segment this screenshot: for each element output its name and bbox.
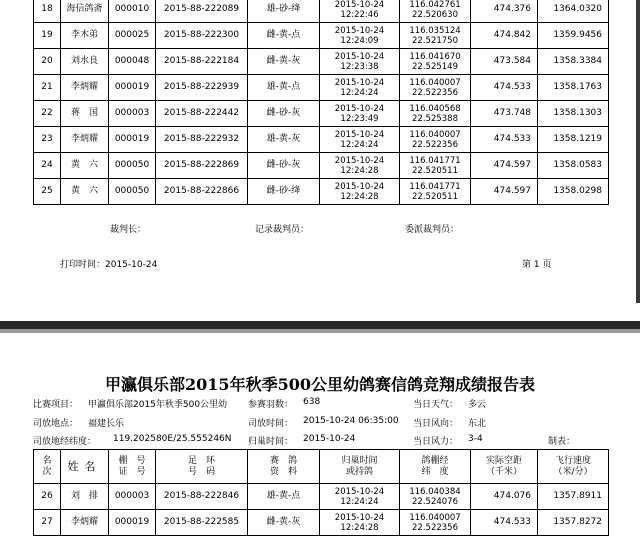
loft-id-cell: 000003 — [109, 101, 156, 127]
name-cell: 刘 排 — [61, 484, 109, 510]
header-loft-id: 棚 号 证 号 — [109, 450, 156, 484]
distance-cell: 474.533 — [471, 127, 538, 153]
arrival-time-cell — [320, 23, 400, 49]
table-row — [34, 23, 609, 49]
release-place-label: 司放地点： — [33, 419, 79, 429]
pigeon-info-cell: 雌-黄-灰 — [248, 49, 320, 75]
loft-coords-cell-lat: 22.520511 — [412, 191, 458, 202]
arrival-time-cell-date: 2015-10-24 — [334, 155, 385, 166]
arrival-time-cell-time: 12:23:38 — [340, 61, 379, 72]
speed-cell: 1358.1763 — [538, 75, 609, 101]
table-row — [34, 153, 609, 179]
loft-coords-cell-lat: 22.520630 — [412, 9, 458, 20]
arrival-time-cell-date: 2015-10-24 — [334, 103, 385, 114]
ring-number-cell: 2015-88-222869 — [156, 153, 248, 179]
arrival-time-cell-time: 12:24:09 — [340, 35, 379, 46]
table-row — [34, 75, 609, 101]
arrival-time-cell-date: 2015-10-24 — [334, 25, 385, 36]
loft-coords-cell — [400, 49, 471, 75]
table-header-row — [34, 450, 609, 484]
ring-number-cell: 2015-88-222089 — [156, 0, 248, 23]
loft-coords-cell-lon: 116.040007 — [409, 77, 461, 88]
loft-id-cell: 000019 — [109, 75, 156, 101]
pigeon-info-cell: 雌-黄-点 — [248, 23, 320, 49]
speed-cell: 1364.0320 — [538, 0, 609, 23]
header-arrival-time: 归巢时间 或持鸽 — [320, 450, 400, 484]
pigeon-info-cell: 雌-黄-灰 — [248, 510, 320, 536]
results-table-page-1 — [33, 0, 609, 205]
arrival-time-cell-time: 12:22:46 — [340, 9, 379, 20]
loft-coords-cell-lat: 22.525388 — [412, 113, 458, 124]
distance-cell: 473.584 — [471, 49, 538, 75]
loft-coords-cell-lon: 116.040568 — [409, 103, 461, 114]
loft-coords-cell-lat: 22.521750 — [412, 35, 458, 46]
loft-coords-cell — [400, 101, 471, 127]
loft-coords-cell — [400, 23, 471, 49]
loft-id-cell: 000003 — [109, 484, 156, 510]
loft-coords-cell-lon: 116.040007 — [409, 512, 461, 523]
speed-cell: 1358.0298 — [538, 179, 609, 205]
rank-cell: 24 — [34, 153, 61, 179]
page-shadow — [636, 0, 640, 303]
arrival-time-cell-time: 12:24:24 — [340, 139, 379, 150]
release-coord-value: 119.202580E/25.555246N — [113, 434, 232, 444]
loft-id-cell: 000048 — [109, 49, 156, 75]
weather-value: 多云 — [468, 400, 487, 410]
ring-number-cell: 2015-88-222300 — [156, 23, 248, 49]
loft-coords-cell-lon: 116.041670 — [409, 51, 461, 62]
arrival-time-cell-date: 2015-10-24 — [334, 51, 385, 62]
distance-cell: 474.533 — [471, 75, 538, 101]
pigeon-info-cell: 雌-砂-灰 — [248, 153, 320, 179]
rank-cell: 26 — [34, 484, 61, 510]
loft-id-cell: 000019 — [109, 127, 156, 153]
loft-coords-cell-lon: 116.035124 — [409, 25, 461, 36]
name-cell: 李炳耀 — [61, 127, 109, 153]
wind-direction-label: 当日风向： — [413, 419, 459, 429]
report-title: 甲瀛俱乐部2015年秋季500公里幼鸽赛信鸽竞翔成绩报告表 — [105, 375, 535, 394]
header-distance: 实际空距 （千米） — [471, 450, 538, 484]
name-cell: 海信鸽斋 — [61, 0, 109, 23]
distance-cell: 474.597 — [471, 153, 538, 179]
arrival-time-cell — [320, 0, 400, 23]
loft-coords-cell-lon: 116.041771 — [409, 181, 461, 192]
distance-cell: 474.076 — [471, 484, 538, 510]
loft-coords-cell — [400, 0, 471, 23]
loft-id-cell: 000010 — [109, 0, 156, 23]
table-row — [34, 179, 609, 205]
arrival-time-cell — [320, 75, 400, 101]
pigeon-info-cell: 雄-砂-绛 — [248, 0, 320, 23]
arrival-time-cell-date: 2015-10-24 — [334, 181, 385, 192]
arrival-time-cell-date: 2015-10-24 — [334, 77, 385, 88]
header-name: 姓名 — [61, 450, 109, 484]
arrival-time-cell-date: 2015-10-24 — [334, 0, 385, 10]
header-pigeon-info: 赛 鸽 资 料 — [248, 450, 320, 484]
loft-coords-cell-lon: 116.040007 — [409, 129, 461, 140]
arrival-time-cell — [320, 153, 400, 179]
loft-coords-cell-lat: 22.524076 — [412, 496, 458, 507]
results-table-page-2 — [33, 449, 609, 536]
arrival-time-cell — [320, 127, 400, 153]
loft-coords-cell — [400, 75, 471, 101]
pigeon-info-cell: 雌-砂-绛 — [248, 179, 320, 205]
arrival-time-cell — [320, 179, 400, 205]
speed-cell: 1357.8272 — [538, 510, 609, 536]
loft-coords-cell — [400, 179, 471, 205]
loft-coords-cell-lat: 22.522356 — [412, 87, 458, 98]
arrival-time-cell-time: 12:23:49 — [340, 113, 379, 124]
speed-cell: 1358.0583 — [538, 153, 609, 179]
appointed-judge-label: 委派裁判员： — [405, 225, 460, 235]
entry-count-label: 参赛羽数： — [248, 400, 294, 410]
pigeon-info-cell: 雌-砂-灰 — [248, 101, 320, 127]
loft-coords-cell — [400, 153, 471, 179]
speed-cell: 1358.1219 — [538, 127, 609, 153]
loft-coords-cell-lat: 22.522356 — [412, 522, 458, 533]
weather-label: 当日天气： — [413, 400, 459, 410]
event-label: 比赛项目： — [33, 400, 79, 410]
table-row — [34, 484, 609, 510]
speed-cell: 1358.1303 — [538, 101, 609, 127]
arrival-time-cell-date: 2015-10-24 — [334, 512, 385, 523]
header-speed: 飞行速度 （米/分） — [538, 450, 609, 484]
wind-force-value: 3-4 — [468, 434, 483, 444]
name-cell: 李木弟 — [61, 23, 109, 49]
distance-cell: 474.376 — [471, 0, 538, 23]
name-cell: 蒋 国 — [61, 101, 109, 127]
speed-cell: 1358.3384 — [538, 49, 609, 75]
loft-coords-cell-lat: 22.525149 — [412, 61, 458, 72]
table-row — [34, 510, 609, 536]
header-ring-number: 足 环 号 码 — [156, 450, 248, 484]
table-row — [34, 0, 609, 23]
arrival-time-cell — [320, 49, 400, 75]
rank-cell: 19 — [34, 23, 61, 49]
chief-judge-label: 裁判长： — [110, 225, 147, 235]
table-row — [34, 49, 609, 75]
table-maker-label: 制表： — [548, 437, 576, 447]
page-number: 第 1 页 — [522, 260, 552, 270]
release-coord-label: 司放地经纬度： — [33, 437, 97, 447]
ring-number-cell: 2015-88-222184 — [156, 49, 248, 75]
ring-number-cell: 2015-88-222866 — [156, 179, 248, 205]
loft-id-cell: 000050 — [109, 179, 156, 205]
event-value: 甲瀛俱乐部2015年秋季500公里幼 — [88, 400, 228, 410]
header-rank: 名 次 — [34, 450, 61, 484]
loft-id-cell: 000019 — [109, 510, 156, 536]
loft-coords-cell-lon: 116.041771 — [409, 155, 461, 166]
wind-direction-value: 东北 — [468, 419, 487, 429]
loft-coords-cell — [400, 127, 471, 153]
rank-cell: 25 — [34, 179, 61, 205]
release-time-value: 2015-10-24 06:35:00 — [303, 416, 399, 426]
release-place-value: 福建长乐 — [88, 419, 125, 429]
rank-cell: 27 — [34, 510, 61, 536]
return-time-value: 2015-10-24 — [303, 434, 356, 444]
speed-cell: 1357.8911 — [538, 484, 609, 510]
rank-cell: 22 — [34, 101, 61, 127]
loft-coords-cell-lat: 22.520511 — [412, 165, 458, 176]
arrival-time-cell-time: 12:24:24 — [340, 496, 379, 507]
name-cell: 黄 六 — [61, 153, 109, 179]
loft-coords-cell-lon: 116.042761 — [409, 0, 461, 10]
entry-count-value: 638 — [303, 397, 321, 407]
distance-cell: 474.597 — [471, 179, 538, 205]
name-cell: 黄 六 — [61, 179, 109, 205]
name-cell: 李炳耀 — [61, 75, 109, 101]
ring-number-cell: 2015-88-222939 — [156, 75, 248, 101]
loft-id-cell: 000050 — [109, 153, 156, 179]
loft-coords-cell — [400, 484, 471, 510]
header-loft-coords: 鸽棚经 纬 度 — [400, 450, 471, 484]
pigeon-info-cell: 雄-黄-点 — [248, 484, 320, 510]
table-row — [34, 101, 609, 127]
name-cell: 刘水良 — [61, 49, 109, 75]
arrival-time-cell — [320, 510, 400, 536]
ring-number-cell: 2015-88-222846 — [156, 484, 248, 510]
rank-cell: 23 — [34, 127, 61, 153]
arrival-time-cell — [320, 484, 400, 510]
arrival-time-cell-time: 12:24:28 — [340, 522, 379, 533]
ring-number-cell: 2015-88-222932 — [156, 127, 248, 153]
ring-number-cell: 2015-88-222442 — [156, 101, 248, 127]
loft-coords-cell-lat: 22.522356 — [412, 139, 458, 150]
pigeon-info-cell: 雄-黄-灰 — [248, 127, 320, 153]
arrival-time-cell-date: 2015-10-24 — [334, 129, 385, 140]
loft-id-cell: 000025 — [109, 23, 156, 49]
recording-judge-label: 记录裁判员： — [255, 225, 310, 235]
rank-cell: 18 — [34, 0, 61, 23]
distance-cell: 474.533 — [471, 510, 538, 536]
name-cell: 李炳耀 — [61, 510, 109, 536]
distance-cell: 473.748 — [471, 101, 538, 127]
rank-cell: 21 — [34, 75, 61, 101]
rank-cell: 20 — [34, 49, 61, 75]
distance-cell: 474.842 — [471, 23, 538, 49]
loft-coords-cell — [400, 510, 471, 536]
ring-number-cell: 2015-88-222585 — [156, 510, 248, 536]
page-separator — [0, 303, 640, 333]
table-row — [34, 127, 609, 153]
arrival-time-cell — [320, 101, 400, 127]
arrival-time-cell-time: 12:24:24 — [340, 87, 379, 98]
arrival-time-cell-time: 12:24:28 — [340, 191, 379, 202]
return-time-label: 归巢时间： — [248, 437, 294, 447]
release-time-label: 司放时间： — [248, 419, 294, 429]
loft-coords-cell-lon: 116.040384 — [409, 486, 461, 497]
speed-cell: 1359.9456 — [538, 23, 609, 49]
pigeon-info-cell: 雄-黄-点 — [248, 75, 320, 101]
arrival-time-cell-time: 12:24:28 — [340, 165, 379, 176]
print-time: 打印时间：2015-10-24 — [60, 260, 158, 270]
wind-force-label: 当日风力： — [413, 437, 459, 447]
arrival-time-cell-date: 2015-10-24 — [334, 486, 385, 497]
